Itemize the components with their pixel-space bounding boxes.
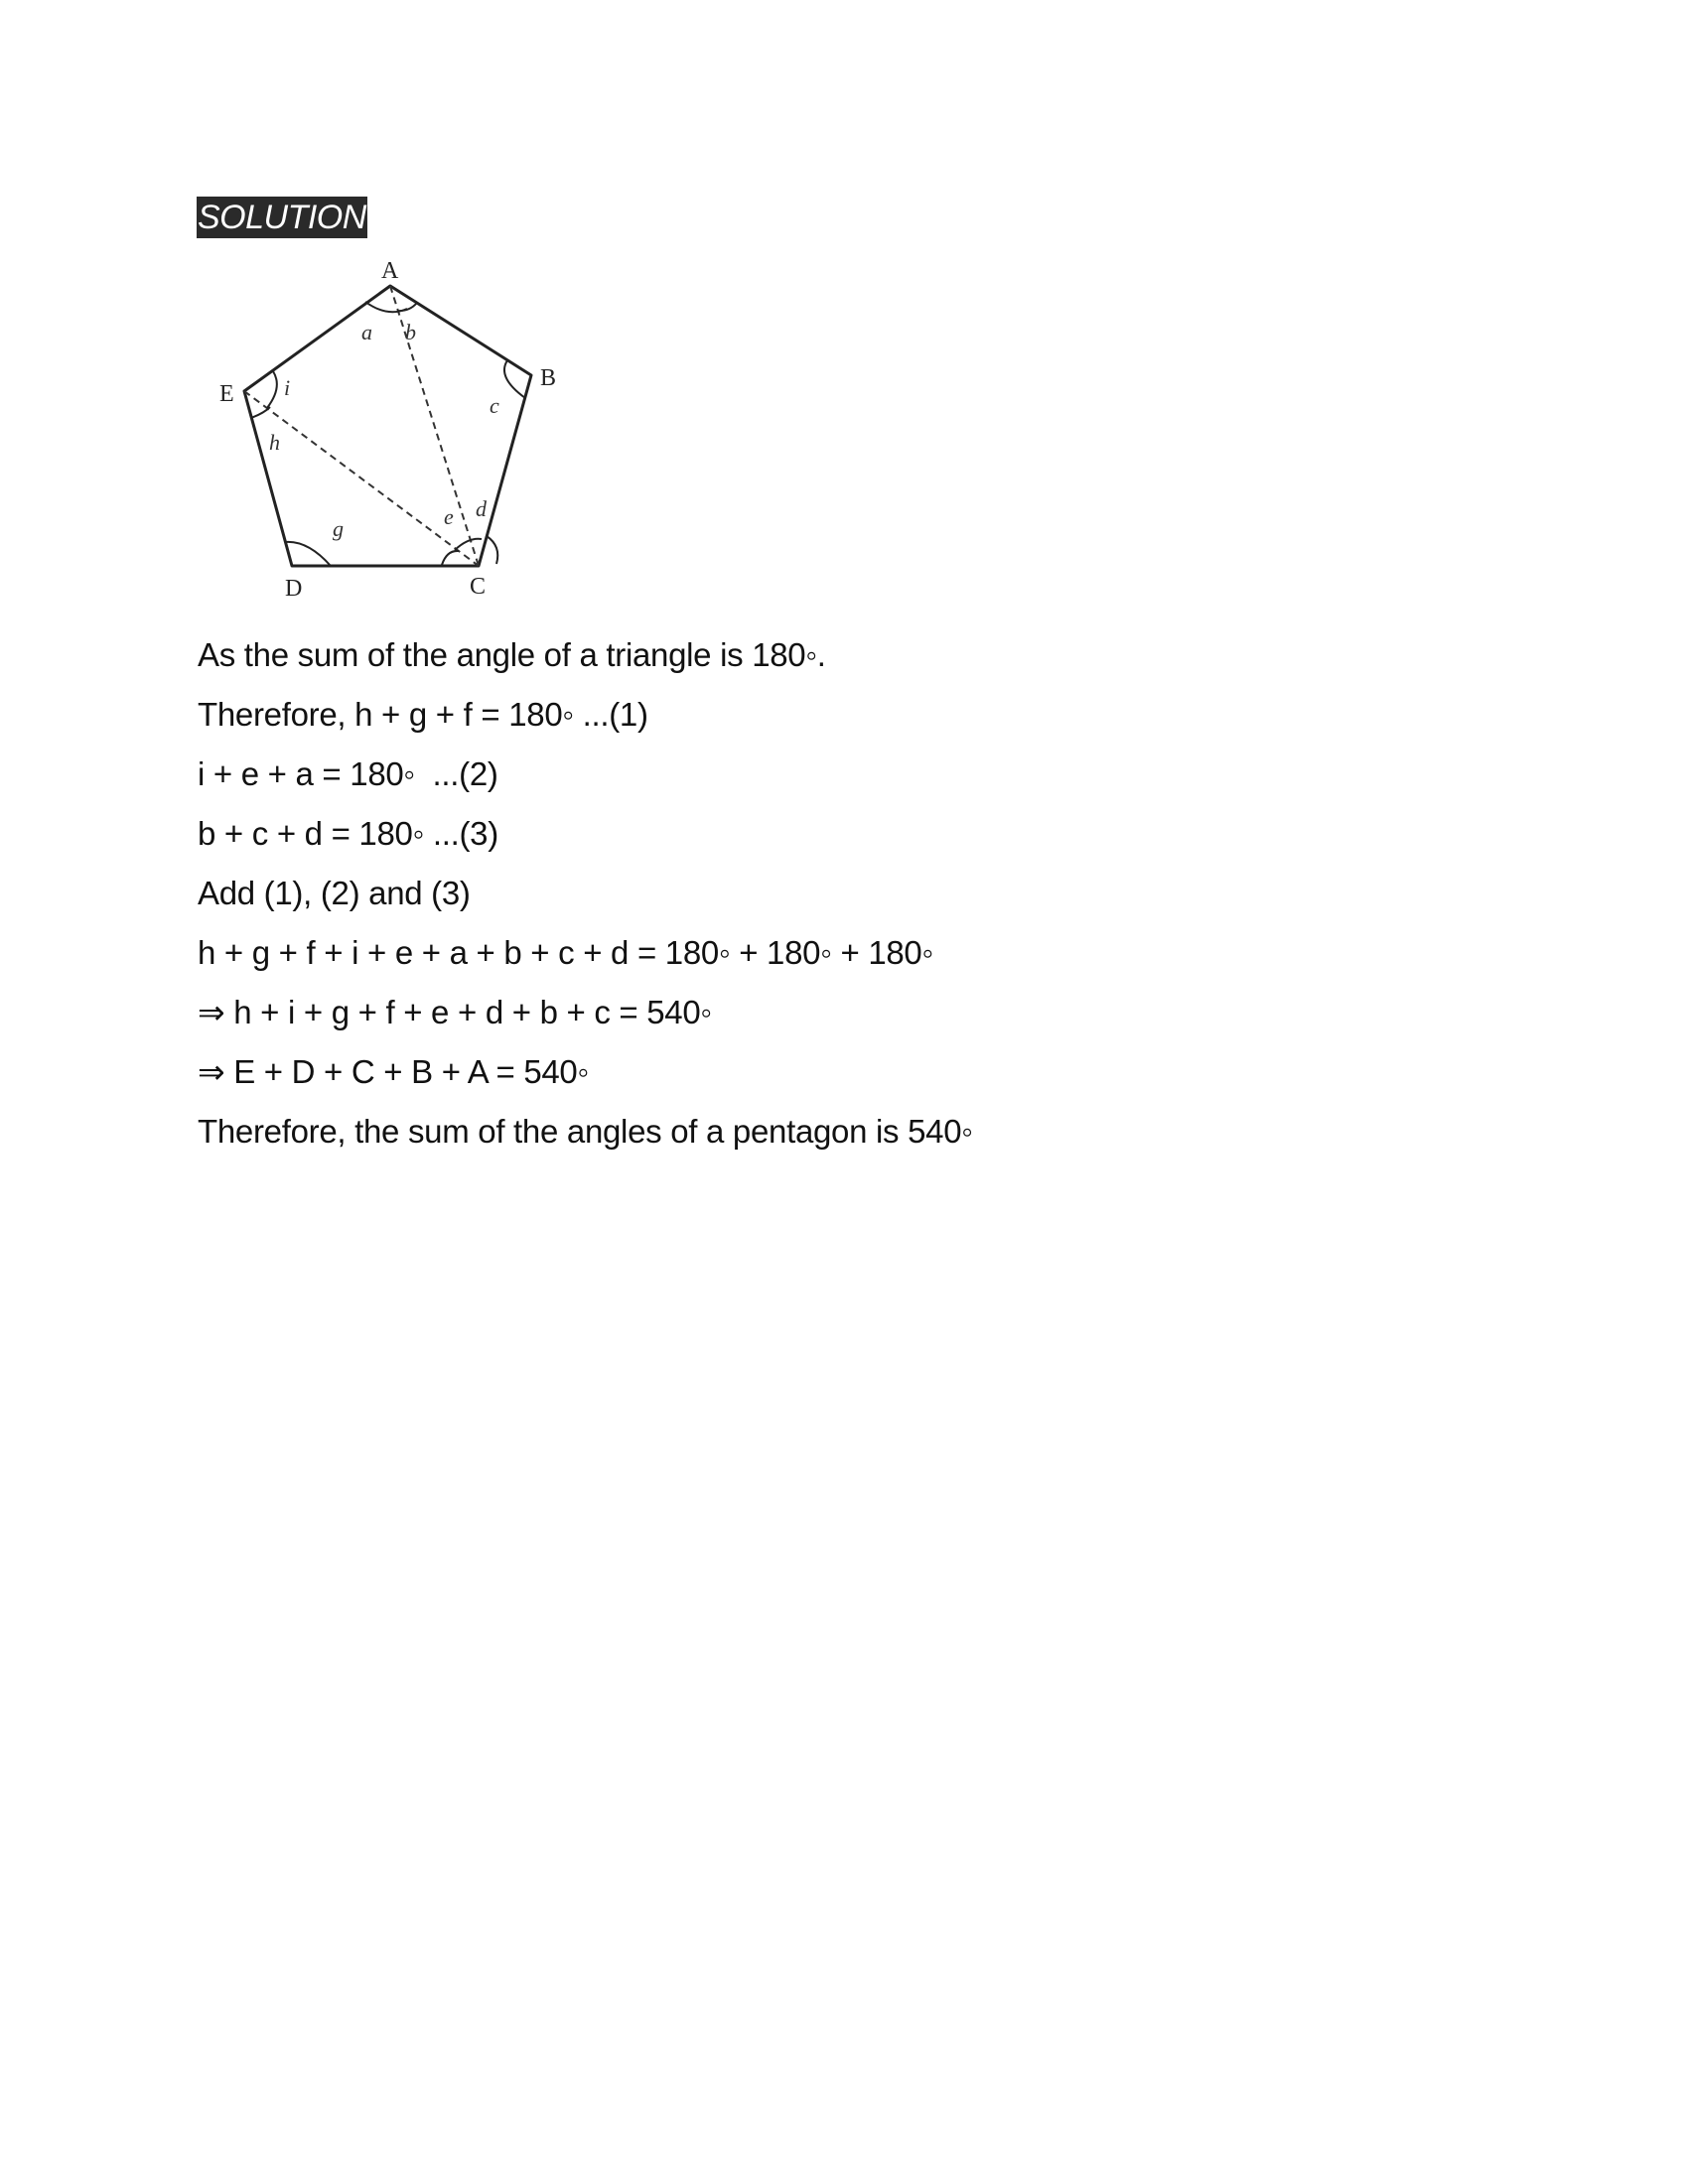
vertex-label-e: E xyxy=(219,381,234,407)
step-line: i + e + a = 180◦ ...(2) xyxy=(198,755,498,792)
angle-arc-h xyxy=(251,407,270,418)
vertex-label-b: B xyxy=(540,365,557,391)
angle-label-d: d xyxy=(476,496,487,521)
vertex-label-c: C xyxy=(470,574,487,600)
angle-label-a: a xyxy=(361,320,372,344)
angle-label-i: i xyxy=(284,375,291,400)
angle-label-g: g xyxy=(333,516,344,541)
step-line: b + c + d = 180◦ ...(3) xyxy=(198,815,498,852)
angle-arc-f xyxy=(442,551,459,565)
angle-arc-b xyxy=(397,303,417,311)
angle-arc-d xyxy=(487,536,497,564)
vertex-label-d: D xyxy=(285,576,303,602)
diagonal-e-c xyxy=(244,391,479,566)
angle-arc-e xyxy=(455,539,482,550)
angle-label-h: h xyxy=(269,430,280,455)
solution-heading: SOLUTION xyxy=(198,199,366,236)
step-line: Add (1), (2) and (3) xyxy=(198,875,471,911)
vertex-label-a: A xyxy=(381,258,399,284)
angle-label-e: e xyxy=(444,504,454,529)
step-line: h + g + f + i + e + a + b + c + d = 180◦ + 180◦ + 180◦ xyxy=(198,934,933,971)
step-line: ⇒ h + i + g + f + e + d + b + c = 540◦ xyxy=(198,994,712,1030)
pentagon-outline xyxy=(244,286,531,566)
step-line: Therefore, h + g + f = 180◦ ...(1) xyxy=(198,696,648,733)
step-line: As the sum of the angle of a triangle is 180◦. xyxy=(198,636,826,673)
angle-label-b: b xyxy=(405,320,416,344)
step-line: ⇒ E + D + C + B + A = 540◦ xyxy=(198,1053,589,1090)
angle-label-c: c xyxy=(490,393,499,418)
step-line: Therefore, the sum of the angles of a pentagon is 540◦ xyxy=(198,1113,973,1150)
pentagon-figure xyxy=(199,256,586,609)
angle-arc-i xyxy=(267,371,277,408)
pentagon-diagram xyxy=(199,256,586,609)
diagonal-a-c xyxy=(390,286,479,566)
solution-steps xyxy=(198,625,1488,1161)
